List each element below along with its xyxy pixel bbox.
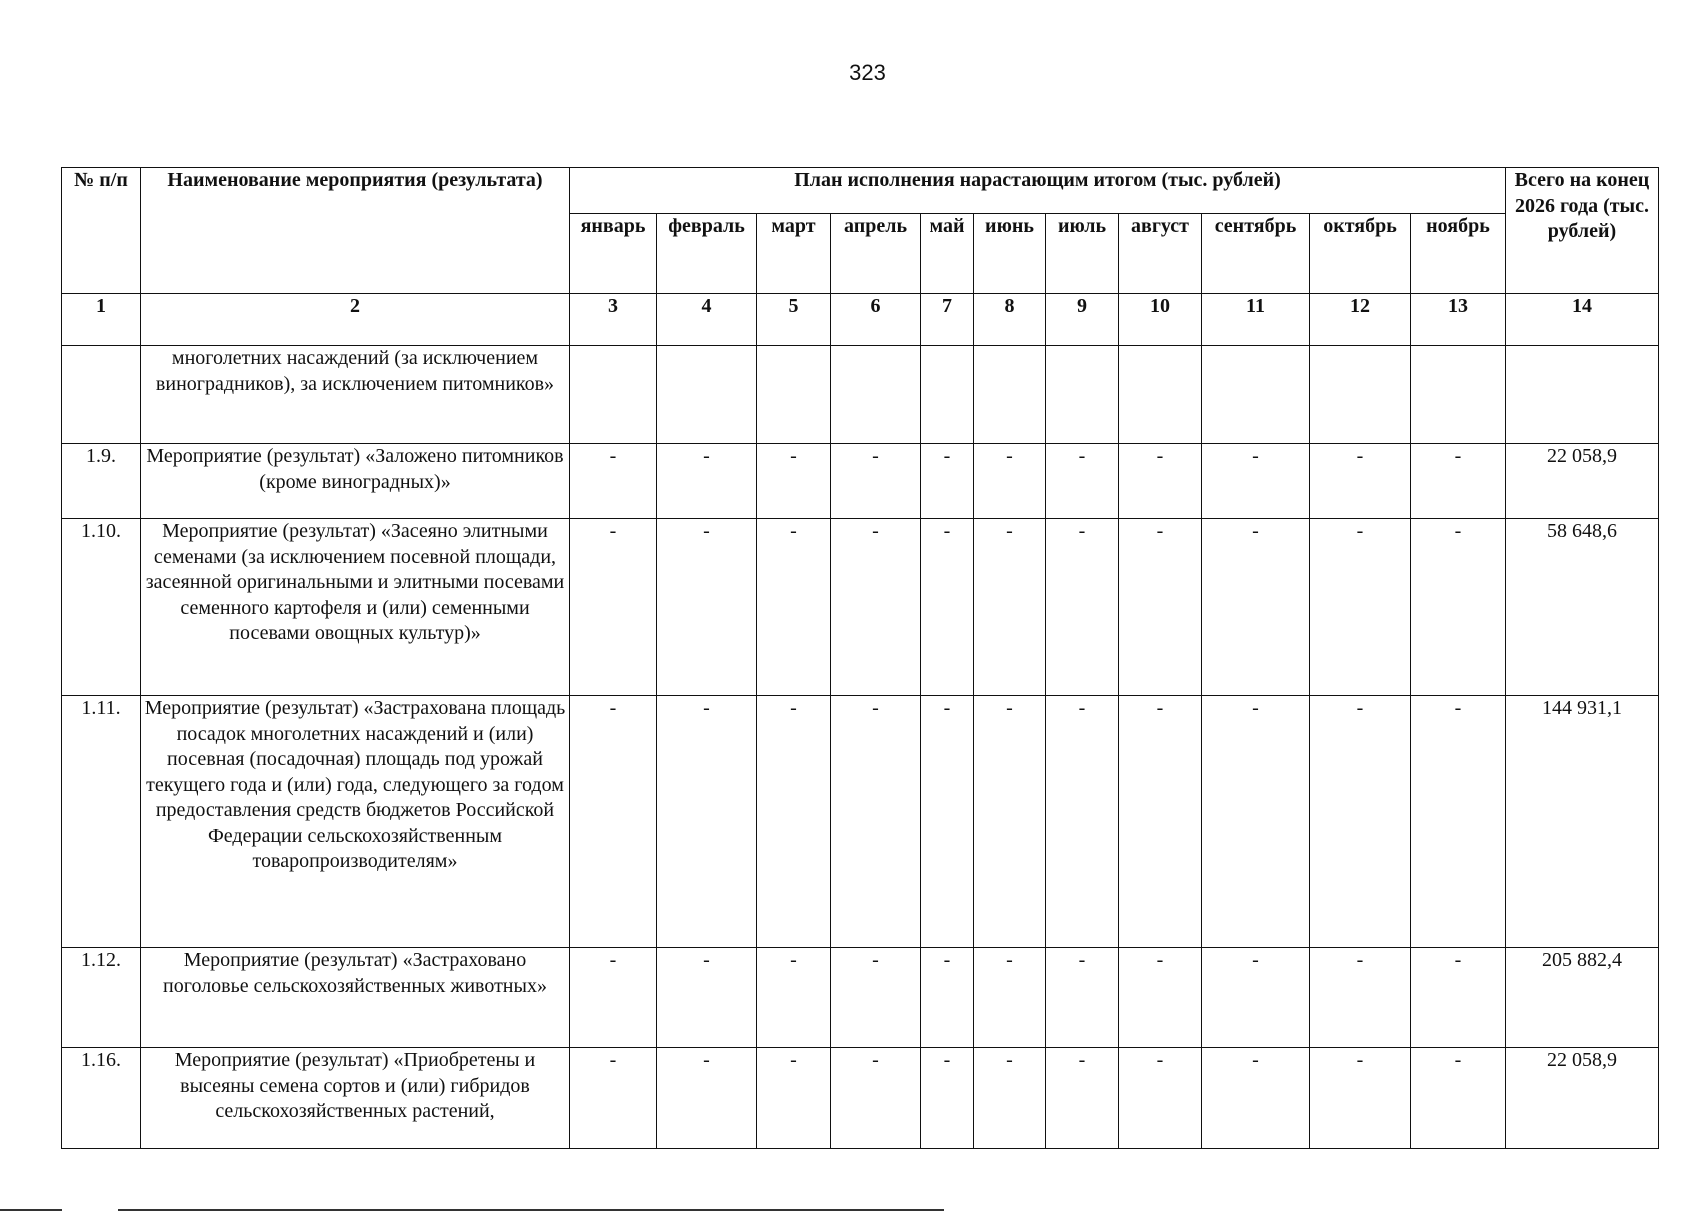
month-value: - [757, 1048, 831, 1149]
row-total [1506, 346, 1659, 444]
table-row [62, 346, 1659, 444]
month-value: - [1119, 696, 1202, 948]
header-month: март [757, 214, 831, 294]
month-value: - [1119, 1048, 1202, 1149]
month-value: - [1046, 1048, 1119, 1149]
month-value: - [1411, 696, 1506, 948]
table-row [62, 1048, 1659, 1149]
month-value: - [570, 948, 657, 1048]
month-value: - [757, 948, 831, 1048]
column-index: 3 [570, 294, 657, 346]
table-body [62, 346, 1659, 1149]
month-value: - [570, 519, 657, 696]
row-total: 58 648,6 [1506, 519, 1659, 696]
month-value: - [831, 696, 921, 948]
column-index: 13 [1411, 294, 1506, 346]
month-value: - [1411, 1048, 1506, 1149]
month-value: - [657, 444, 757, 519]
row-total: 144 931,1 [1506, 696, 1659, 948]
month-value [570, 346, 657, 444]
month-value: - [657, 696, 757, 948]
month-value: - [1046, 696, 1119, 948]
month-value [1119, 346, 1202, 444]
column-index: 10 [1119, 294, 1202, 346]
month-value: - [974, 696, 1046, 948]
month-value: - [1310, 444, 1411, 519]
month-value: - [757, 696, 831, 948]
footer-divider [0, 1209, 62, 1211]
table-row [62, 444, 1659, 519]
month-value: - [974, 444, 1046, 519]
page-number: 323 [849, 60, 886, 85]
header-month: май [921, 214, 974, 294]
month-value: - [921, 519, 974, 696]
header-plan: План исполнения нарастающим итогом (тыс. рублей) [570, 168, 1506, 214]
column-index: 9 [1046, 294, 1119, 346]
month-value: - [757, 519, 831, 696]
month-value: - [1310, 948, 1411, 1048]
column-index: 14 [1506, 294, 1659, 346]
month-value: - [657, 1048, 757, 1149]
header-month: июнь [974, 214, 1046, 294]
month-value: - [831, 948, 921, 1048]
month-value: - [1119, 444, 1202, 519]
month-value: - [657, 519, 757, 696]
row-number: 1.11. [62, 696, 141, 948]
header-row [62, 168, 1659, 214]
header-month: октябрь [1310, 214, 1411, 294]
footer-divider [118, 1209, 944, 1211]
month-value: - [1202, 948, 1310, 1048]
header-total: Всего на конец 2026 года (тыс. рублей) [1506, 168, 1659, 294]
month-value: - [921, 1048, 974, 1149]
month-value: - [1119, 519, 1202, 696]
month-value: - [1046, 519, 1119, 696]
month-value: - [831, 444, 921, 519]
month-value: - [570, 444, 657, 519]
month-value: - [974, 1048, 1046, 1149]
header-month: июль [1046, 214, 1119, 294]
month-value: - [921, 444, 974, 519]
month-value [757, 346, 831, 444]
column-index: 1 [62, 294, 141, 346]
column-index: 12 [1310, 294, 1411, 346]
month-value: - [1202, 519, 1310, 696]
header-month: февраль [657, 214, 757, 294]
table-row [62, 519, 1659, 696]
month-value [657, 346, 757, 444]
header-month: август [1119, 214, 1202, 294]
header-month: апрель [831, 214, 921, 294]
month-value: - [1411, 444, 1506, 519]
month-value: - [1411, 519, 1506, 696]
column-index: 11 [1202, 294, 1310, 346]
month-value: - [1310, 519, 1411, 696]
row-name: Мероприятие (результат) «Заложено питомников (кроме виноградных)» [141, 444, 570, 519]
row-name: Мероприятие (результат) «Застрахована площадь посадок многолетних насаждений и (или) посевная (посадочная) площадь под урожай текущего года и (или) года, следующего за годом предоставления средств бюджетов Российской Федерации сельскохозяйственным товаропроизводителям» [141, 696, 570, 948]
column-index: 4 [657, 294, 757, 346]
column-index: 2 [141, 294, 570, 346]
row-name: Мероприятие (результат) «Засеяно элитными семенами (за исключением посевной площади, засеянной оригинальными и элитными посевами семенного картофеля и (или) семенными посевами овощных культур)» [141, 519, 570, 696]
row-name: Мероприятие (результат) «Застраховано поголовье сельскохозяйственных животных» [141, 948, 570, 1048]
row-number [62, 346, 141, 444]
month-value [1411, 346, 1506, 444]
table-row [62, 948, 1659, 1048]
header-month: ноябрь [1411, 214, 1506, 294]
plan-table [61, 167, 1659, 1149]
header-name: Наименование мероприятия (результата) [141, 168, 570, 294]
table-row [62, 696, 1659, 948]
header-number: № п/п [62, 168, 141, 294]
month-value [1046, 346, 1119, 444]
month-value: - [1310, 696, 1411, 948]
month-value: - [1046, 444, 1119, 519]
row-number: 1.12. [62, 948, 141, 1048]
row-total: 205 882,4 [1506, 948, 1659, 1048]
month-value [1202, 346, 1310, 444]
month-value: - [757, 444, 831, 519]
month-value: - [1202, 444, 1310, 519]
row-number: 1.9. [62, 444, 141, 519]
month-value: - [1046, 948, 1119, 1048]
month-value: - [1202, 696, 1310, 948]
month-value [1310, 346, 1411, 444]
row-number: 1.10. [62, 519, 141, 696]
month-value: - [831, 1048, 921, 1149]
month-value [921, 346, 974, 444]
row-name: Мероприятие (результат) «Приобретены и высеяны семена сортов и (или) гибридов сельскохозяйственных растений, [141, 1048, 570, 1149]
month-value: - [831, 519, 921, 696]
month-value: - [1310, 1048, 1411, 1149]
row-total: 22 058,9 [1506, 1048, 1659, 1149]
column-index: 7 [921, 294, 974, 346]
month-value: - [657, 948, 757, 1048]
row-number: 1.16. [62, 1048, 141, 1149]
column-index: 8 [974, 294, 1046, 346]
row-total: 22 058,9 [1506, 444, 1659, 519]
column-index: 5 [757, 294, 831, 346]
month-value [974, 346, 1046, 444]
month-value: - [921, 696, 974, 948]
month-value: - [974, 948, 1046, 1048]
month-value [831, 346, 921, 444]
month-value: - [1202, 1048, 1310, 1149]
month-value: - [921, 948, 974, 1048]
header-month: январь [570, 214, 657, 294]
row-name: многолетних насаждений (за исключением виноградников), за исключением питомников» [141, 346, 570, 444]
column-index-row [62, 294, 1659, 346]
month-value: - [570, 696, 657, 948]
month-value: - [1119, 948, 1202, 1048]
month-value: - [570, 1048, 657, 1149]
month-value: - [1411, 948, 1506, 1048]
header-month: сентябрь [1202, 214, 1310, 294]
month-value: - [974, 519, 1046, 696]
column-index: 6 [831, 294, 921, 346]
